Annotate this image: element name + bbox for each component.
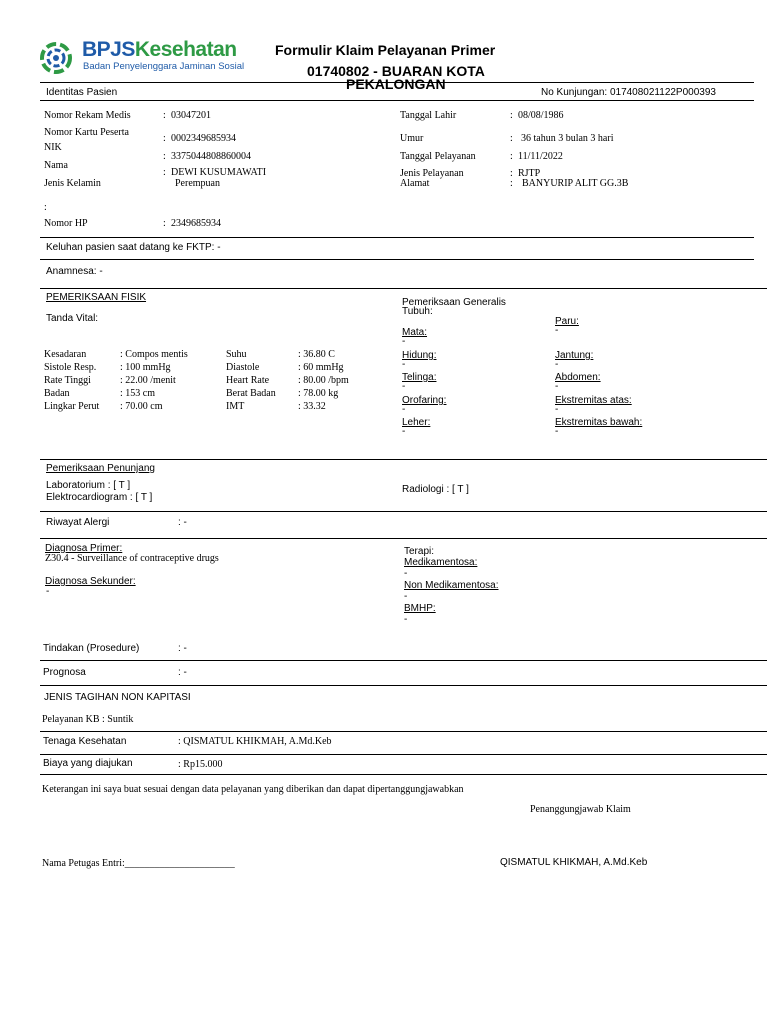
tenaga-label: Tenaga Kesehatan bbox=[43, 736, 127, 747]
prognosa-value: : - bbox=[178, 667, 187, 678]
identitas-label: Identitas Pasien bbox=[46, 87, 118, 98]
tanda-vital-label: Tanda Vital: bbox=[46, 313, 99, 324]
prognosa-label: Prognosa bbox=[43, 667, 86, 678]
hp-colon: : bbox=[163, 218, 166, 229]
lingkar-perut-label: Lingkar Perut bbox=[44, 401, 100, 412]
jenis-pelayanan-label: Jenis Pelayanan bbox=[400, 168, 464, 179]
keluhan-text: Keluhan pasien saat datang ke FKTP: - bbox=[46, 242, 221, 253]
logo-subtitle: Badan Penyelenggara Jaminan Sosial bbox=[83, 61, 245, 72]
hp-label: Nomor HP bbox=[44, 218, 88, 229]
generalis-jantung-dash: - bbox=[555, 359, 559, 370]
tindakan-label: Tindakan (Prosedure) bbox=[43, 643, 140, 654]
bpjs-logo-emblem-icon bbox=[38, 40, 74, 76]
diagnosa-primer-value: Z30.4 - Surveillance of contraceptive drugs bbox=[45, 553, 219, 564]
terapi-non-medikamentosa: Non Medikamentosa: bbox=[404, 580, 499, 591]
generalis-orofaring: Orofaring: bbox=[402, 395, 447, 406]
kartu-label: Nomor Kartu Peserta bbox=[44, 127, 129, 138]
jenis-kelamin-value: Perempuan bbox=[175, 178, 220, 189]
terapi-label: Terapi: bbox=[404, 546, 435, 557]
stray-colon: : bbox=[44, 202, 47, 213]
bpjs-logo bbox=[38, 38, 245, 76]
generalis-abdomen-dash: - bbox=[555, 381, 559, 392]
badan-label: Badan bbox=[44, 388, 70, 399]
suhu-value: : 36.80 C bbox=[298, 349, 335, 360]
generalis-ekstremitas-atas-dash: - bbox=[555, 404, 559, 415]
alergi-value: : - bbox=[178, 517, 187, 528]
tenaga-value: : QISMATUL KHIKMAH, A.Md.Keb bbox=[178, 736, 332, 747]
penunjang-ekg: Elektrocardiogram : [ T ] bbox=[46, 492, 153, 503]
diagnosa-sekunder-dash: - bbox=[46, 586, 50, 597]
diagnosa-primer-label: Diagnosa Primer: bbox=[45, 543, 123, 554]
nik-label: NIK bbox=[44, 142, 62, 153]
alamat-label: Alamat bbox=[400, 178, 430, 189]
terapi-medikamentosa-dash: - bbox=[404, 568, 408, 579]
rekam-medis-value: 03047201 bbox=[171, 110, 211, 121]
penunjang-heading: Pemeriksaan Penunjang bbox=[46, 463, 155, 474]
umur-value: 36 tahun 3 bulan 3 hari bbox=[521, 133, 614, 144]
generalis-ekstremitas-bawah: Ekstremitas bawah: bbox=[555, 417, 643, 428]
nama-value: DEWI KUSUMAWATI bbox=[171, 167, 267, 178]
biaya-divider bbox=[40, 774, 767, 775]
lingkar-perut-value: : 70.00 cm bbox=[120, 401, 163, 412]
kartu-colon: : bbox=[163, 133, 166, 144]
lahir-value: 08/08/1986 bbox=[518, 110, 564, 121]
nama-colon: : bbox=[163, 167, 166, 178]
jenis-kelamin-label: Jenis Kelamin bbox=[44, 178, 101, 189]
penunjang-lab: Laboratorium : [ T ] bbox=[46, 480, 131, 491]
rate-tinggi-label: Rate Tinggi bbox=[44, 375, 91, 386]
lahir-colon: : bbox=[510, 110, 513, 121]
berat-badan-label: Berat Badan bbox=[226, 388, 276, 399]
nama-label: Nama bbox=[44, 160, 68, 171]
tindakan-value: : - bbox=[178, 643, 187, 654]
rekam-medis-label: Nomor Rekam Medis bbox=[44, 110, 131, 121]
diastole-value: : 60 mmHg bbox=[298, 362, 344, 373]
no-kunjungan: No Kunjungan: 017408021122P000393 bbox=[541, 87, 716, 98]
generalis-mata: Mata: bbox=[402, 327, 428, 338]
alamat-colon: : bbox=[510, 178, 513, 189]
prognosa-divider bbox=[40, 685, 767, 686]
generalis-hidung: Hidung: bbox=[402, 350, 437, 361]
terapi-medikamentosa: Medikamentosa: bbox=[404, 557, 478, 568]
generalis-tubuh: Tubuh: bbox=[402, 306, 433, 317]
umur-label: Umur bbox=[400, 133, 424, 144]
header-divider bbox=[40, 82, 754, 83]
generalis-heading: Pemeriksaan Generalis bbox=[402, 297, 506, 308]
kesadaran-label: Kesadaran bbox=[44, 349, 87, 360]
jenis-pelayanan-colon: : bbox=[510, 168, 513, 179]
generalis-telinga: Telinga: bbox=[402, 372, 437, 383]
generalis-ekstremitas-atas: Ekstremitas atas: bbox=[555, 395, 632, 406]
umur-colon: : bbox=[510, 133, 513, 144]
logo-wordmark: BPJSKesehatan bbox=[82, 38, 237, 61]
generalis-jantung: Jantung: bbox=[555, 350, 594, 361]
sistole-label: Sistole Resp. bbox=[44, 362, 97, 373]
badan-value: : 153 cm bbox=[120, 388, 155, 399]
generalis-paru: Paru: bbox=[555, 316, 579, 327]
form-code-line2: PEKALONGAN bbox=[346, 76, 446, 92]
alergi-label: Riwayat Alergi bbox=[46, 517, 110, 528]
heart-rate-label: Heart Rate bbox=[226, 375, 270, 386]
terapi-non-medikamentosa-dash: - bbox=[404, 591, 408, 602]
patient-divider bbox=[40, 237, 754, 238]
biaya-value: : Rp15.000 bbox=[178, 759, 223, 770]
generalis-mata-dash: - bbox=[402, 336, 406, 347]
diagnosa-sekunder-label: Diagnosa Sekunder: bbox=[45, 576, 136, 587]
penunjang-divider bbox=[40, 511, 767, 512]
tagihan-value: Pelayanan KB : Suntik bbox=[42, 714, 134, 725]
keterangan-text: Keterangan ini saya buat sesuai dengan data pelayanan yang diberikan dan dapat dipertanggungjawabkan bbox=[42, 784, 464, 795]
generalis-paru-dash: - bbox=[555, 325, 559, 336]
suhu-label: Suhu bbox=[226, 349, 247, 360]
heart-rate-value: : 80.00 /bpm bbox=[298, 375, 349, 386]
nik-value: 3375044808860004 bbox=[171, 151, 251, 162]
hp-value: 2349685934 bbox=[171, 218, 221, 229]
sistole-value: : 100 mmHg bbox=[120, 362, 171, 373]
terapi-bmhp: BMHP: bbox=[404, 603, 436, 614]
lahir-label: Tanggal Lahir bbox=[400, 110, 457, 121]
terapi-bmhp-dash: - bbox=[404, 614, 408, 625]
generalis-abdomen: Abdomen: bbox=[555, 372, 601, 383]
rate-tinggi-value: : 22.00 /menit bbox=[120, 375, 176, 386]
form-title: Formulir Klaim Pelayanan Primer bbox=[275, 42, 496, 58]
nik-colon: : bbox=[163, 151, 166, 162]
generalis-leher: Leher: bbox=[402, 417, 431, 428]
generalis-leher-dash: - bbox=[402, 426, 406, 437]
anamnesa-text: Anamnesa: - bbox=[46, 266, 103, 277]
tgl-pelayanan-value: 11/11/2022 bbox=[518, 151, 563, 162]
tgl-pelayanan-colon: : bbox=[510, 151, 513, 162]
jenis-pelayanan-value: RJTP bbox=[518, 168, 541, 179]
kesadaran-value: : Compos mentis bbox=[120, 349, 188, 360]
tindakan-divider bbox=[40, 660, 767, 661]
anamnesa-divider bbox=[40, 288, 767, 289]
generalis-hidung-dash: - bbox=[402, 359, 406, 370]
penunjang-radiologi: Radiologi : [ T ] bbox=[402, 484, 469, 495]
generalis-orofaring-dash: - bbox=[402, 404, 406, 415]
tgl-pelayanan-label: Tanggal Pelayanan bbox=[400, 151, 476, 162]
tenaga-divider bbox=[40, 754, 767, 755]
tagihan-divider bbox=[40, 731, 767, 732]
signer-name: QISMATUL KHIKMAH, A.Md.Keb bbox=[500, 857, 648, 868]
penanggung-jawab-label: Penanggungjawab Klaim bbox=[530, 804, 631, 815]
kartu-value: 0002349685934 bbox=[171, 133, 236, 144]
fisik-divider bbox=[40, 459, 767, 460]
generalis-telinga-dash: - bbox=[402, 381, 406, 392]
generalis-ekstremitas-bawah-dash: - bbox=[555, 426, 559, 437]
imt-value: : 33.32 bbox=[298, 401, 326, 412]
berat-badan-value: : 78.00 kg bbox=[298, 388, 339, 399]
fisik-heading: PEMERIKSAAN FISIK bbox=[46, 292, 147, 303]
alamat-value: BANYURIP ALIT GG.3B bbox=[522, 178, 629, 189]
identitas-divider bbox=[40, 100, 754, 101]
form-code-line: 01740802 - BUARAN KOTA bbox=[307, 63, 485, 79]
imt-label: IMT bbox=[226, 401, 245, 412]
keluhan-divider bbox=[40, 259, 754, 260]
diastole-label: Diastole bbox=[226, 362, 260, 373]
tagihan-heading: JENIS TAGIHAN NON KAPITASI bbox=[44, 692, 191, 703]
rekam-medis-colon: : bbox=[163, 110, 166, 121]
biaya-label: Biaya yang diajukan bbox=[43, 758, 133, 769]
petugas-entri-field: Nama Petugas Entri:______________________ bbox=[42, 858, 235, 869]
alergi-divider bbox=[40, 538, 767, 539]
